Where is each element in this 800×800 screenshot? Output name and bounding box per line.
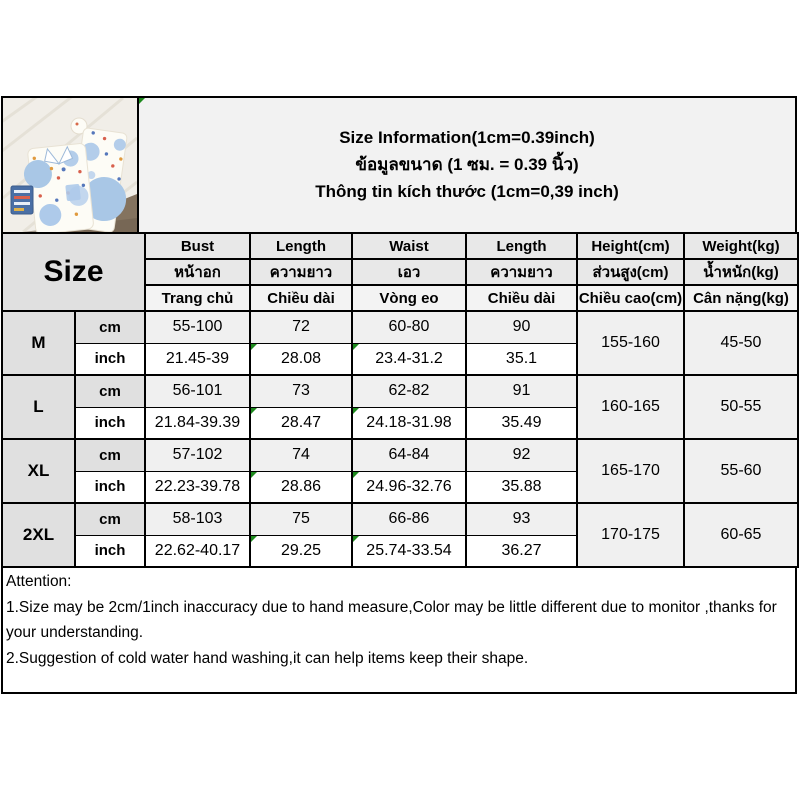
row-XL-cm: [2, 439, 798, 471]
height-cell: 170-175: [577, 503, 684, 567]
weight-cell: 50-55: [684, 375, 798, 439]
error-marker-icon: [139, 98, 145, 104]
header-bust-th: หน้าอก: [145, 259, 250, 285]
title-english: Size Information(1cm=0.39inch): [339, 128, 595, 147]
weight-cell: 55-60: [684, 439, 798, 503]
header-length2-vi: Chiều dài: [466, 285, 577, 311]
length-inch-cell: 28.08: [250, 343, 352, 375]
length-inch-cell: 28.86: [250, 471, 352, 503]
length2-inch-cell: 35.49: [466, 407, 577, 439]
header-length-vi: Chiều dài: [250, 285, 352, 311]
row-L-cm: [2, 375, 798, 407]
bust-inch-cell: 21.45-39: [145, 343, 250, 375]
row-M-cm: [2, 311, 798, 343]
header-length2-en: Length: [466, 233, 577, 259]
size-table: [1, 232, 799, 568]
title-cell: [137, 96, 797, 234]
error-marker-icon: [251, 408, 257, 414]
header-bust-en: Bust: [145, 233, 250, 259]
length-cm-cell: 73: [250, 375, 352, 407]
header-length2-th: ความยาว: [466, 259, 577, 285]
waist-cm-cell: 62-82: [352, 375, 466, 407]
unit-inch: inch: [75, 535, 145, 567]
weight-cell: 60-65: [684, 503, 798, 567]
length-inch-cell: 29.25: [250, 535, 352, 567]
length2-inch-cell: 36.27: [466, 535, 577, 567]
attention-box: [1, 566, 797, 694]
bust-cm-cell: 57-102: [145, 439, 250, 471]
error-marker-icon: [353, 344, 359, 350]
length2-inch-cell: 35.88: [466, 471, 577, 503]
bust-cm-cell: 56-101: [145, 375, 250, 407]
waist-cm-cell: 66-86: [352, 503, 466, 535]
size-chart-sheet: [1, 96, 798, 694]
attention-heading: Attention:: [6, 573, 72, 590]
title-vietnamese: Thông tin kích thước (1cm=0,39 inch): [315, 182, 619, 201]
height-cell: 165-170: [577, 439, 684, 503]
bust-inch-cell: 21.84-39.39: [145, 407, 250, 439]
length2-cm-cell: 92: [466, 439, 577, 471]
row-2XL-cm: [2, 503, 798, 535]
waist-inch-cell: 24.18-31.98: [352, 407, 466, 439]
length-cm-cell: 74: [250, 439, 352, 471]
waist-cm-cell: 64-84: [352, 439, 466, 471]
waist-inch-cell: 24.96-32.76: [352, 471, 466, 503]
attention-note-1: 1.Size may be 2cm/1inch inaccuracy due to hand measure,Color may be little different due to monitor ,thanks for your understanding.: [6, 598, 777, 641]
unit-cm: cm: [75, 311, 145, 343]
size-label-L: L: [2, 375, 75, 439]
error-marker-icon: [251, 344, 257, 350]
unit-inch: inch: [75, 343, 145, 375]
bust-cm-cell: 58-103: [145, 503, 250, 535]
header-waist-vi: Vòng eo: [352, 285, 466, 311]
brand-tag: [11, 186, 33, 214]
error-marker-icon: [353, 472, 359, 478]
bust-inch-cell: 22.62-40.17: [145, 535, 250, 567]
header-weight-vi: Cân nặng(kg): [684, 285, 798, 311]
size-label-2XL: 2XL: [2, 503, 75, 567]
size-label-XL: XL: [2, 439, 75, 503]
unit-cm: cm: [75, 503, 145, 535]
error-marker-icon: [353, 408, 359, 414]
header-height-en: Height(cm): [577, 233, 684, 259]
unit-inch: inch: [75, 471, 145, 503]
length-cm-cell: 72: [250, 311, 352, 343]
length2-cm-cell: 90: [466, 311, 577, 343]
header-height-th: ส่วนสูง(cm): [577, 259, 684, 285]
length2-cm-cell: 93: [466, 503, 577, 535]
title-thai: ข้อมูลขนาด (1 ซม. = 0.39 นิ้ว): [355, 155, 579, 174]
error-marker-icon: [251, 472, 257, 478]
waist-inch-cell: 25.74-33.54: [352, 535, 466, 567]
size-label-M: M: [2, 311, 75, 375]
header-row-english: [2, 233, 798, 259]
length-inch-cell: 28.47: [250, 407, 352, 439]
header-waist-th: เอว: [352, 259, 466, 285]
attention-note-2: 2.Suggestion of cold water hand washing,it can help items keep their shape.: [6, 649, 529, 667]
header-height-vi: Chiều cao(cm): [577, 285, 684, 311]
bust-cm-cell: 55-100: [145, 311, 250, 343]
header-waist-en: Waist: [352, 233, 466, 259]
unit-cm: cm: [75, 375, 145, 407]
weight-cell: 45-50: [684, 311, 798, 375]
header-row: [1, 96, 797, 234]
length-cm-cell: 75: [250, 503, 352, 535]
length2-inch-cell: 35.1: [466, 343, 577, 375]
product-photo: [3, 98, 137, 232]
waist-inch-cell: 23.4-31.2: [352, 343, 466, 375]
bust-inch-cell: 22.23-39.78: [145, 471, 250, 503]
header-weight-en: Weight(kg): [684, 233, 798, 259]
error-marker-icon: [353, 536, 359, 542]
header-weight-th: น้ำหนัก(kg): [684, 259, 798, 285]
product-photo-cell: [1, 96, 139, 234]
header-length-th: ความยาว: [250, 259, 352, 285]
height-cell: 155-160: [577, 311, 684, 375]
unit-cm: cm: [75, 439, 145, 471]
header-length-en: Length: [250, 233, 352, 259]
size-header: Size: [2, 233, 145, 311]
waist-cm-cell: 60-80: [352, 311, 466, 343]
height-cell: 160-165: [577, 375, 684, 439]
error-marker-icon: [251, 536, 257, 542]
header-bust-vi: Trang chủ: [145, 285, 250, 311]
unit-inch: inch: [75, 407, 145, 439]
length2-cm-cell: 91: [466, 375, 577, 407]
